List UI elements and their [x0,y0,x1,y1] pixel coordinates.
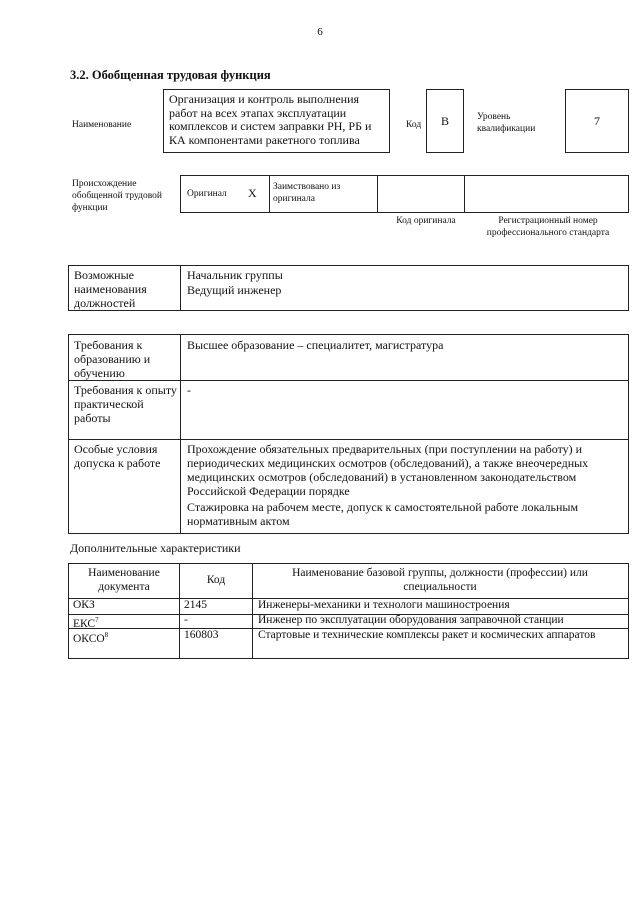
origin-borrowed-label: Заимствовано из оригинала [273,182,341,204]
footnote-7: 7 [95,616,99,624]
req-experience-value: - [187,383,191,397]
origin-original-mark: X [248,186,257,200]
req-experience-label: Требования к опыту практической работы [74,383,177,425]
table-row-code: 2145 [184,599,207,611]
table-row-doc [73,599,95,613]
table-row-name: Инженеры-механики и технологи машиностроения [258,599,510,611]
req-education-label: Требования к образованию и обучению [74,338,151,380]
table-row-doc [73,629,108,646]
level-box [565,89,629,153]
req-education-value: Высшее образование – специалитет, магистратура [187,338,444,352]
position-item-1: Начальник группы [187,268,283,282]
additional-header-doc: Наименование документа [88,567,160,593]
additional-header-code: Код [206,574,226,586]
doc-okz: ОКЗ [73,599,95,611]
origin-label: Происхождение обобщенной трудовой функции [72,179,162,213]
additional-header-name: Наименование базовой группы, должности (профессии) или специальности [292,567,588,593]
doc-okso: ОКСО [73,632,105,645]
origin-table [180,175,629,213]
page-number: 6 [317,26,323,38]
name-label: Наименование [72,120,132,130]
code-label: Код [406,120,422,130]
code-box [426,89,464,153]
positions-label: Возможные наименования должностей [74,268,147,310]
doc-eks: ЕКС [73,617,96,630]
function-name-value: Организация и контроль выполнения работ на всех этапах эксплуатации комплексов и систем заправки РН, РБ и КА компонентами ракетного топлива [169,92,372,147]
req-special-value: Прохождение обязательных предварительных (при поступлении на работу) и периодических медицинских осмотров (обследований), а также внеочередных медицинских осмотров (обследований) в установленном законодательством Российской Федерации порядке [187,442,589,498]
requirements-table [68,334,629,534]
additional-table [68,563,629,659]
positions-table [68,265,629,311]
table-row-name: Инженер по эксплуатации оборудования заправочной станции [258,614,564,626]
req-special-value-2: Стажировка на рабочем месте, допуск к самостоятельной работе локальным нормативным актом [187,500,579,528]
section-title: 3.2. Обобщенная трудовая функция [70,68,271,82]
origin-code-caption: Код оригинала [396,216,456,226]
table-row-code: - [184,614,188,626]
function-name-box [163,89,390,153]
additional-title: Дополнительные характеристики [70,541,241,555]
code-value: B [440,114,449,128]
footnote-8: 8 [104,631,109,639]
origin-original-label: Оригинал [187,189,227,199]
req-special-label: Особые условия допуска к работе [74,442,161,470]
level-label: Уровень квалификации [477,112,536,134]
table-row-code: 160803 [184,629,219,641]
table-row-name: Стартовые и технические комплексы ракет и космических аппаратов [258,629,596,641]
origin-reg-caption: Регистрационный номер профессионального стандарта [486,216,610,238]
position-item-2: Ведущий инженер [187,283,282,297]
level-value: 7 [594,114,600,128]
